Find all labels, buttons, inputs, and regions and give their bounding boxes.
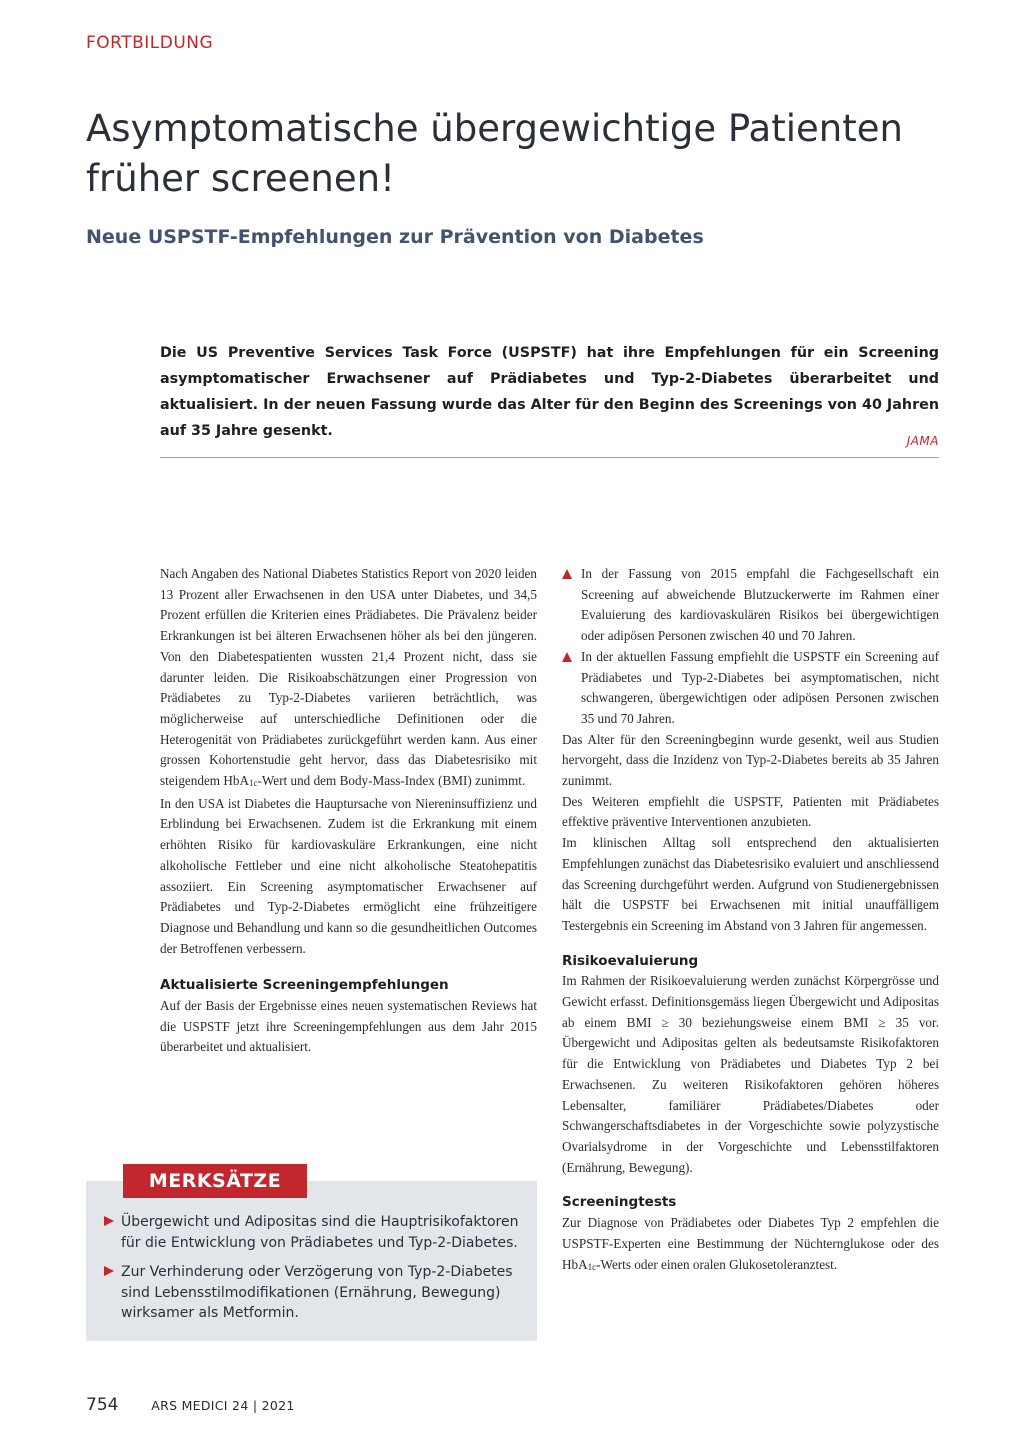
section-tag: FORTBILDUNG (86, 33, 214, 53)
pointer-triangle-icon (104, 1216, 114, 1226)
article-subtitle: Neue USPSTF-Empfehlungen zur Prävention von Diabetes (86, 226, 704, 248)
paragraph: Des Weiteren empfiehlt die USPSTF, Patienten mit Prädiabetes effektive präventive Interventionen anzubieten. (562, 793, 939, 830)
paragraph: Auf der Basis der Ergebnisse eines neuen systematischen Reviews hat die USPSTF jetzt ihre Screeningempfehlungen aus dem Jahr 2015 überarbeitet und aktualisiert. (160, 998, 537, 1055)
list-item-text: In der aktuellen Fassung empfiehlt die USPSTF ein Screening auf Prädiabetes und Typ-2-Diabetes bei asymptomatischen, nicht schwangeren, übergewichtigen oder adipösen Personen zwischen 35 und 70 Jahren. (581, 648, 939, 726)
paragraph-text: -Werts oder einen oralen Glukosetoleranztest. (596, 1256, 838, 1272)
merksatz-item (103, 1212, 523, 1253)
article-title (86, 104, 946, 204)
article-title-line-2: früher screenen! (86, 157, 395, 200)
list-item (562, 647, 939, 730)
section-heading: Aktualisierte Screeningempfehlungen (160, 977, 449, 994)
triangle-bullet-icon (562, 652, 572, 662)
triangle-bullet-icon (562, 569, 572, 579)
left-column (160, 564, 537, 1058)
page-number: 754 (86, 1395, 119, 1415)
journal-issue: ARS MEDICI 24 | 2021 (151, 1398, 295, 1413)
section-heading: Screeningtests (562, 1194, 677, 1211)
paragraph: Im klinischen Alltag soll entsprechend den aktualisierten Empfehlungen zunächst das Diabetesrisiko evaluiert und anschliessend das Screening durchgeführt werden. Aufgrund von Studienergebnissen hält die USPSTF bei Erwachsenen mit initial unauffälligem Testergebnis ein Screening im Abstand von 3 Jahren für angemessen. (562, 835, 939, 933)
paragraph: In den USA ist Diabetes die Hauptursache von Niereninsuffizienz und Erblindung bei Erwachsenen. Zudem ist die Erkrankung mit einem erhöhten Risiko für kardiovaskuläre Erkrankungen, eine nicht alkoholische Fettleber und eine nicht alkoholische Steatohepatitis assoziiert. Ein Screening asymptomatischer Erwachsener auf Prädiabetes und Typ-2-Diabetes ermöglicht eine frühzeitigere Diagnose und Behandlung und kann so die gesundheitlichen Outcomes der Betroffenen verbessern. (160, 795, 537, 956)
pointer-triangle-icon (104, 1266, 114, 1276)
merksaetze-label: MERKSÄTZE (123, 1164, 307, 1198)
lead-paragraph: Die US Preventive Services Task Force (USPSTF) hat ihre Empfehlungen für ein Screening asymptomatischer Erwachsener auf Prädiabetes und Typ-2-Diabetes überarbeitet und aktualisiert. In der neuen Fassung wurde das Alter für den Beginn des Screenings von 40 Jahren auf 35 Jahre gesenkt. (160, 345, 939, 439)
recommendation-list (562, 564, 939, 730)
right-column (562, 564, 939, 1277)
merksatz-text: Übergewicht und Adipositas sind die Hauptrisikofaktoren für die Entwicklung von Prädiabetes und Typ-2-Diabetes. (121, 1214, 519, 1251)
paragraph (160, 564, 537, 794)
merksatz-item (103, 1262, 523, 1324)
article-title-line-1: Asymptomatische übergewichtige Patienten (86, 107, 903, 150)
lead-divider (160, 457, 939, 458)
section-heading: Risikoevaluierung (562, 952, 699, 969)
list-item-text: In der Fassung von 2015 empfahl die Fachgesellschaft ein Screening auf abweichende Blutzuckerwerte im Rahmen einer Evaluierung des kardiovaskulären Risikos bei übergewichtigen oder adipösen Personen zwischen 40 und 70 Jahren. (581, 566, 939, 644)
merksatz-text: Zur Verhinderung oder Verzögerung von Typ-2-Diabetes sind Lebensstilmodifikationen (Ernährung, Bewegung) wirksamer als Metformin. (121, 1264, 513, 1321)
paragraph-text: Nach Angaben des National Diabetes Statistics Report von 2020 leiden 13 Prozent aller Erwachsenen in den USA unter Diabetes, und 34,5 Prozent erfüllen die Kriterien eines Prädiabetes. Die Prävalenz beider Erkrankungen ist bei älteren Erwachsenen höher als bei den jüngeren. Von den Diabetespatienten wussten 21,4 Prozent nicht, dass sie darunter leiden. Die Risikoabschätzungen einer Progression von Prädiabetes zu Typ-2-Diabetes variieren beträchtlich, was möglicherweise auf unterschiedliche Definitionen oder die Heterogenität von Prädiabetes zurückgeführt werden kann. Aus einer grossen Kohortenstudie geht hervor, dass das Diabetesrisiko mit steigendem HbA (160, 566, 537, 789)
page-footer (86, 1395, 295, 1415)
paragraph: Das Alter für den Screeningbeginn wurde gesenkt, weil aus Studien hervorgeht, dass die Inzidenz von Typ-2-Diabetes bereits ab 35 Jahren zunimmt. (562, 731, 939, 789)
subscript: 1c (587, 1261, 597, 1272)
source-label: JAMA (906, 434, 939, 448)
list-item (562, 564, 939, 647)
paragraph-text: -Wert und dem Body-Mass-Index (BMI) zunimmt. (257, 773, 526, 789)
paragraph-text: Zur Diagnose von Prädiabetes oder Diabetes Typ 2 empfehlen die USPSTF-Experten eine Bestimmung der Nüchternglukose oder des HbA (562, 1215, 939, 1272)
paragraph: Im Rahmen der Risikoevaluierung werden zunächst Körpergrösse und Gewicht erfasst. Definitionsgemäss liegen Übergewicht und Adipositas ab einem BMI ≥ 30 beziehungsweise einem BMI ≥ 35 vor. Übergewicht und Adipositas gelten als bedeutsamste Risikofaktoren für die Entwicklung von Prädiabetes und Diabetes Typ 2 bei Erwachsenen. Zu weiteren Risikofaktoren gehören höheres Lebensalter, familiärer Prädiabetes/Diabetes oder Schwangerschaftsdiabetes in der Vorgeschichte sowie polyzystische Ovarialsydrome in der Vorgeschichte und Lebensstilfaktoren (Ernährung, Bewegung). (562, 973, 939, 1175)
subscript: 1c (249, 778, 258, 789)
merksaetze-list (103, 1212, 523, 1333)
paragraph (562, 1213, 939, 1277)
